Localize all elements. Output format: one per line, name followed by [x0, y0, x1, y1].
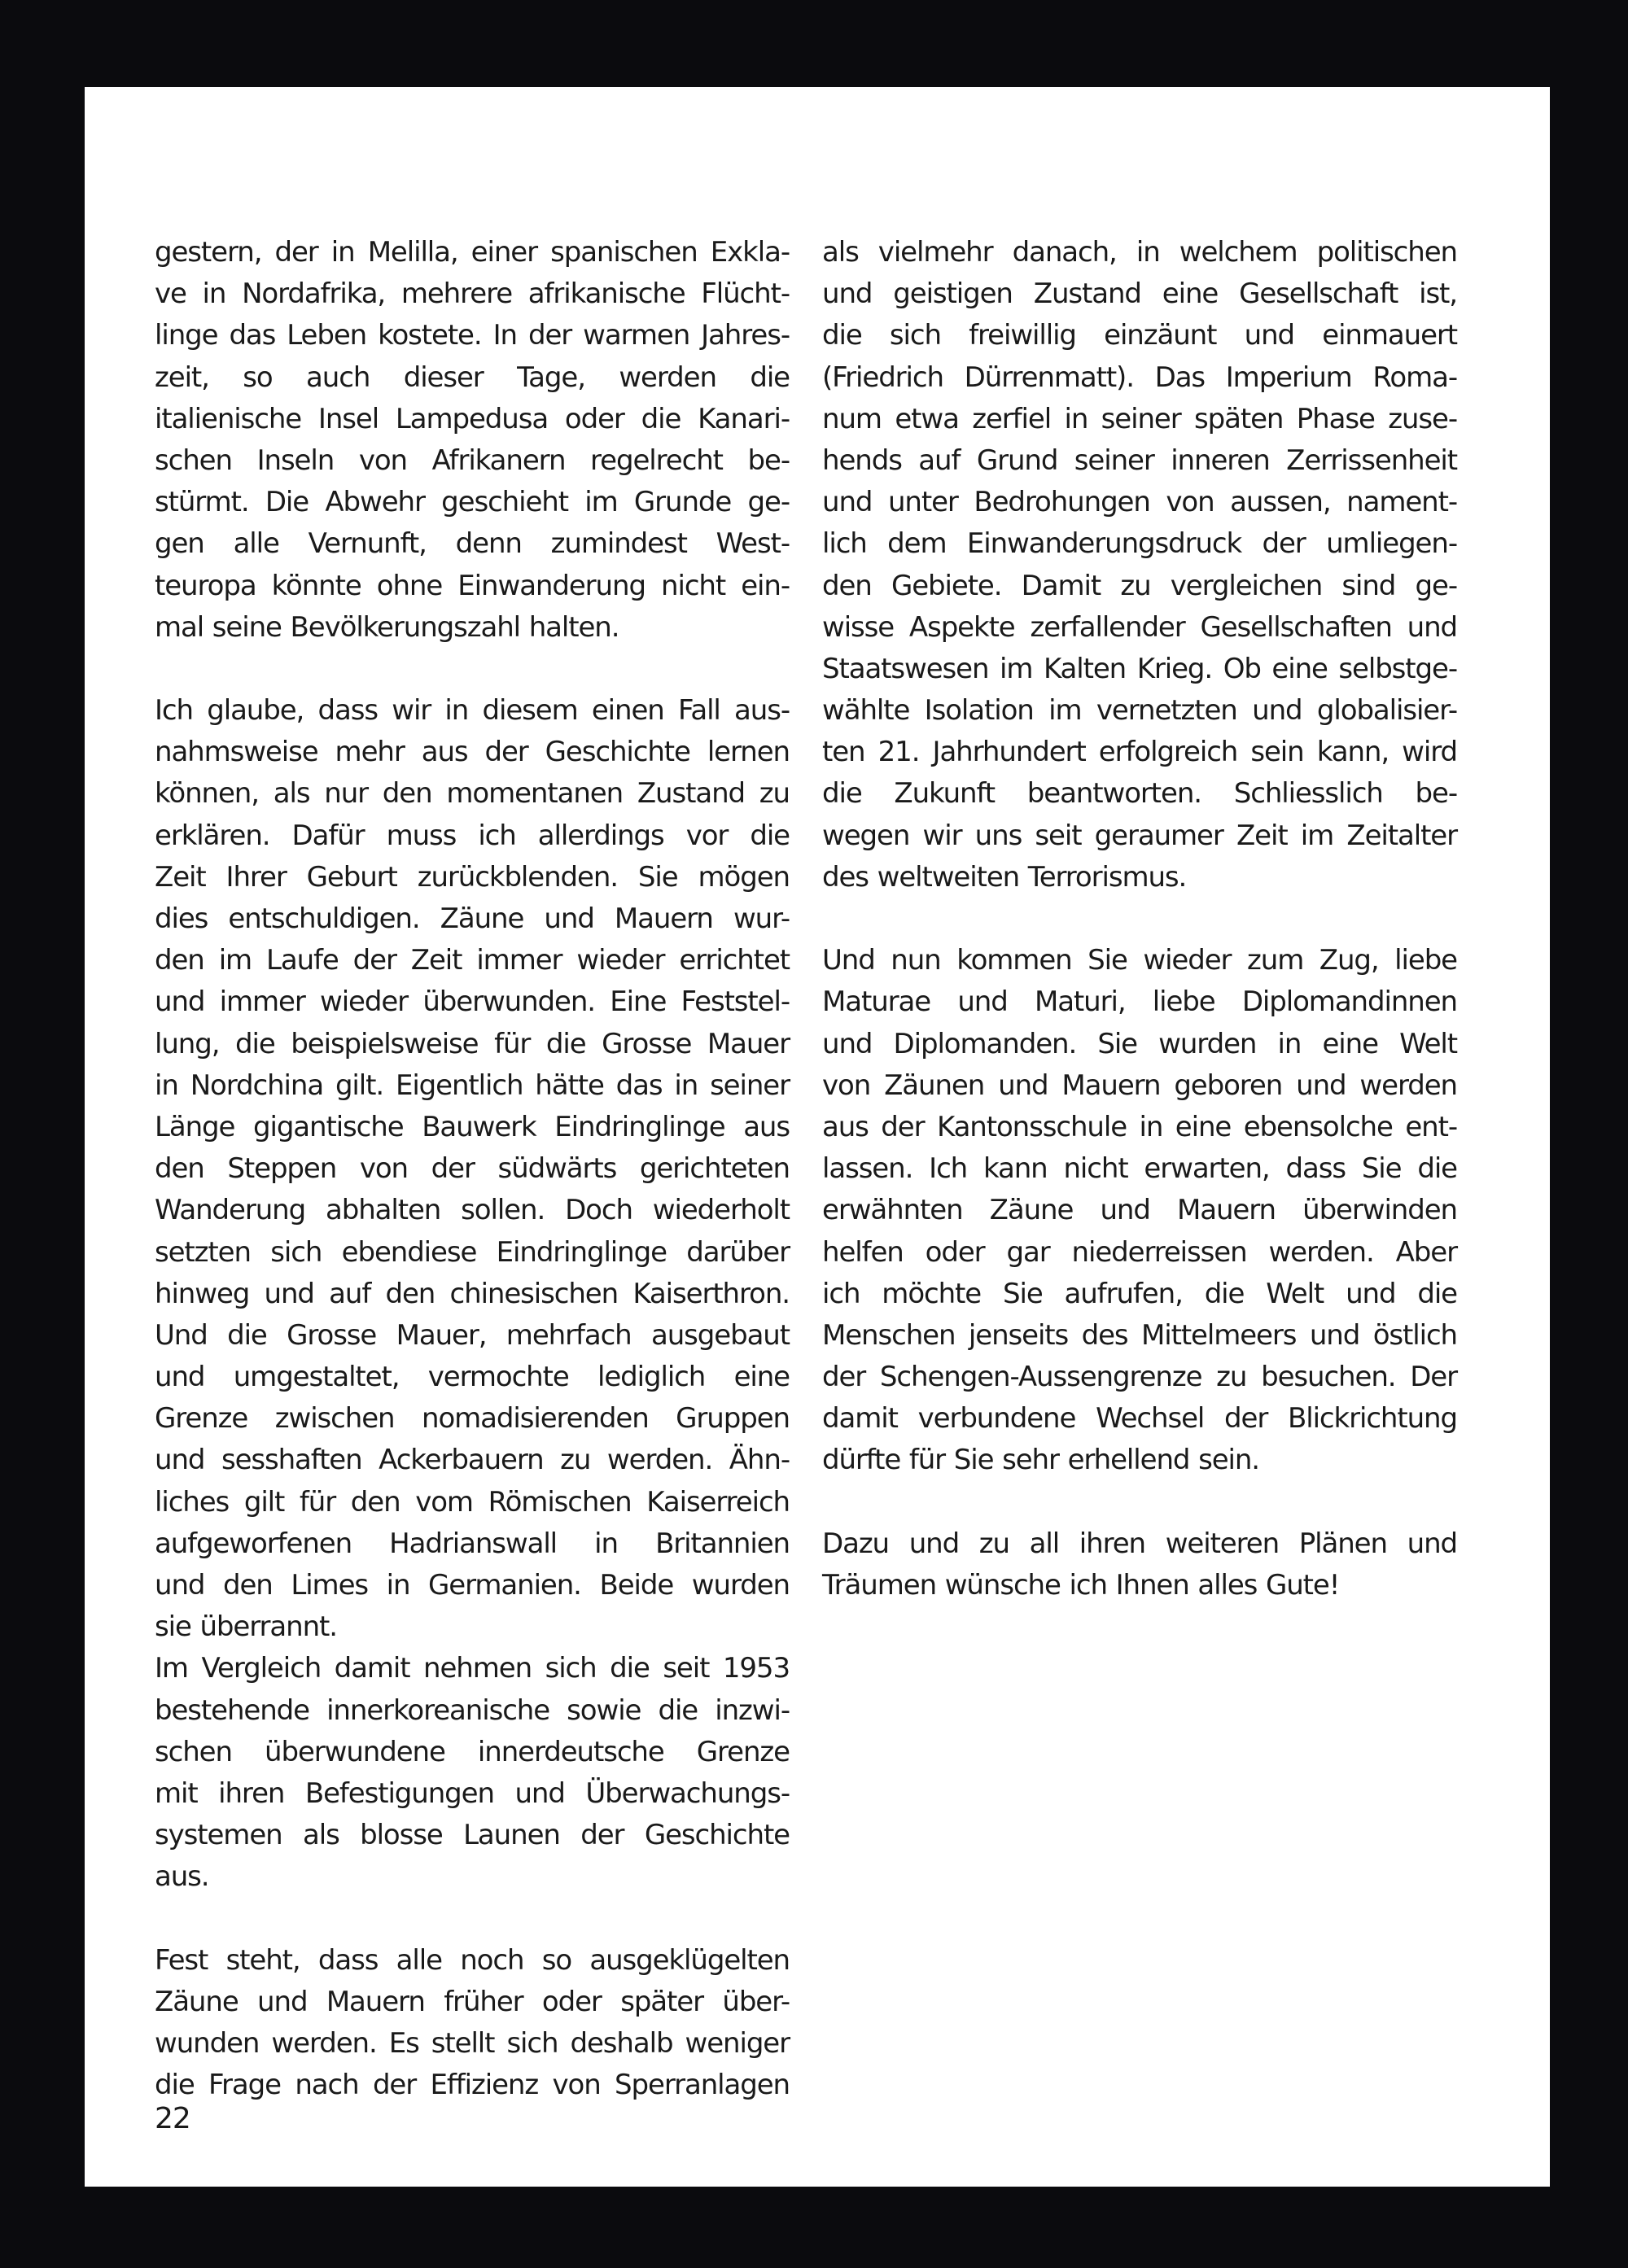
text-line: mit ihren Befestigungen und Überwachungs- — [155, 1776, 790, 1810]
text-line: linge das Leben kostete. In der warmen Jahres- — [155, 319, 790, 352]
text-line: Maturae und Maturi, liebe Diplomandinnen — [822, 985, 1457, 1019]
right-column — [822, 232, 1457, 1606]
paragraph — [155, 1648, 790, 1898]
text-line: aufgeworfenen Hadrianswall in Britannien — [155, 1527, 790, 1560]
text-line: und sesshaften Ackerbauern zu werden. Ähn- — [155, 1444, 790, 1477]
text-line: Und nun kommen Sie wieder zum Zug, liebe — [822, 944, 1457, 977]
text-line: damit verbundene Wechsel der Blickrichtung — [822, 1402, 1457, 1436]
text-line: des weltweiten Terrorismus. — [822, 860, 1187, 894]
text-line: lassen. Ich kann nicht erwarten, dass Sie die — [822, 1152, 1457, 1186]
paragraph-gap — [822, 898, 1457, 940]
text-line: den Steppen von der südwärts gerichteten — [155, 1152, 790, 1186]
text-line: aus. — [155, 1860, 209, 1894]
text-line: Ich glaube, dass wir in diesem einen Fall aus- — [155, 694, 790, 728]
text-line: Wanderung abhalten sollen. Doch wiederholt — [155, 1194, 790, 1227]
paragraph — [155, 232, 790, 649]
text-line: dürfte für Sie sehr erhellend sein. — [822, 1444, 1260, 1477]
text-line: sie überrannt. — [155, 1610, 337, 1644]
text-line: erklären. Dafür muss ich allerdings vor die — [155, 819, 790, 852]
text-line: helfen oder gar niederreissen werden. Aber — [822, 1235, 1457, 1269]
page-number: 22 — [155, 2102, 190, 2135]
text-line: und den Limes in Germanien. Beide wurden — [155, 1569, 790, 1602]
text-line: der Schengen-Aussengrenze zu besuchen. Der — [822, 1361, 1457, 1394]
text-line: mal seine Bevölkerungszahl halten. — [155, 610, 619, 644]
text-line: die Zukunft beantworten. Schliesslich be- — [822, 777, 1457, 811]
text-line: und umgestaltet, vermochte lediglich eine — [155, 1361, 790, 1394]
text-line: teuropa könnte ohne Einwanderung nicht ein- — [155, 569, 790, 602]
text-line: erwähnten Zäune und Mauern überwinden — [822, 1194, 1457, 1227]
text-line: num etwa zerfiel in seiner späten Phase zuse- — [822, 402, 1457, 435]
text-line: und immer wieder überwunden. Eine Feststel- — [155, 985, 790, 1019]
paragraph — [822, 232, 1457, 898]
text-line: schen Inseln von Afrikanern regelrecht be- — [155, 444, 790, 477]
paragraph-gap — [822, 1482, 1457, 1523]
paragraph — [155, 1940, 790, 2107]
text-line: hinweg und auf den chinesischen Kaiserthron. — [155, 1277, 790, 1310]
text-line: den Gebiete. Damit zu vergleichen sind ge- — [822, 569, 1457, 602]
text-line: den im Laufe der Zeit immer wieder errichtet — [155, 944, 790, 977]
text-line: Staatswesen im Kalten Krieg. Ob eine selbstge- — [822, 652, 1457, 685]
text-line: (Friedrich Dürrenmatt). Das Imperium Roma- — [822, 361, 1457, 394]
paragraph — [155, 690, 790, 1648]
text-line: wunden werden. Es stellt sich deshalb weniger — [155, 2027, 790, 2060]
text-line: systemen als blosse Launen der Geschichte — [155, 1819, 790, 1852]
text-line: italienische Insel Lampedusa oder die Kanari- — [155, 402, 790, 435]
text-line: lich dem Einwanderungsdruck der umliegen- — [822, 527, 1457, 561]
text-line: ich möchte Sie aufrufen, die Welt und die — [822, 1277, 1457, 1310]
text-line: wegen wir uns seit geraumer Zeit im Zeitalter — [822, 819, 1457, 852]
left-column — [155, 232, 790, 2106]
text-line: die sich freiwillig einzäunt und einmauert — [822, 319, 1457, 352]
text-line: als vielmehr danach, in welchem politischen — [822, 236, 1457, 269]
paragraph — [822, 940, 1457, 1481]
text-line: Fest steht, dass alle noch so ausgeklügelten — [155, 1943, 790, 1977]
text-line: Zeit Ihrer Geburt zurückblenden. Sie mögen — [155, 860, 790, 894]
text-line: dies entschuldigen. Zäune und Mauern wur- — [155, 902, 790, 935]
text-line: setzten sich ebendiese Eindringlinge darüber — [155, 1235, 790, 1269]
paragraph-gap — [155, 1899, 790, 1940]
text-line: gen alle Vernunft, denn zumindest West- — [155, 527, 790, 561]
text-line: in Nordchina gilt. Eigentlich hätte das in seiner — [155, 1068, 790, 1102]
text-line: stürmt. Die Abwehr geschieht im Grunde ge- — [155, 486, 790, 519]
text-line: zeit, so auch dieser Tage, werden die — [155, 361, 790, 394]
text-line: aus der Kantonsschule in eine ebensolche ent- — [822, 1110, 1457, 1143]
text-line: lung, die beispielsweise für die Grosse Mauer — [155, 1027, 790, 1060]
text-line: bestehende innerkoreanische sowie die inzwi- — [155, 1693, 790, 1727]
text-line: schen überwundene innerdeutsche Grenze — [155, 1735, 790, 1768]
text-line: Grenze zwischen nomadisierenden Gruppen — [155, 1402, 790, 1436]
paragraph — [822, 1523, 1457, 1606]
text-line: Und die Grosse Mauer, mehrfach ausgebaut — [155, 1318, 790, 1352]
text-line: und unter Bedrohungen von aussen, nament- — [822, 486, 1457, 519]
text-line: können, als nur den momentanen Zustand zu — [155, 777, 790, 811]
text-line: nahmsweise mehr aus der Geschichte lernen — [155, 736, 790, 769]
text-line: Dazu und zu all ihren weiteren Plänen und — [822, 1527, 1457, 1560]
text-line: gestern, der in Melilla, einer spanischen Exkla- — [155, 236, 790, 269]
text-line: ten 21. Jahrhundert erfolgreich sein kann, wird — [822, 736, 1457, 769]
text-line: hends auf Grund seiner inneren Zerrissenheit — [822, 444, 1457, 477]
text-line: Länge gigantische Bauwerk Eindringlinge aus — [155, 1110, 790, 1143]
paragraph-gap — [155, 649, 790, 690]
text-line: wählte Isolation im vernetzten und globalisier- — [822, 694, 1457, 728]
text-line: von Zäunen und Mauern geboren und werden — [822, 1068, 1457, 1102]
text-line: Träumen wünsche ich Ihnen alles Gute! — [822, 1569, 1340, 1602]
text-line: liches gilt für den vom Römischen Kaiserreich — [155, 1485, 790, 1519]
text-line: Menschen jenseits des Mittelmeers und östlich — [822, 1318, 1457, 1352]
text-line: und Diplomanden. Sie wurden in eine Welt — [822, 1027, 1457, 1060]
text-line: wisse Aspekte zerfallender Gesellschaften und — [822, 610, 1457, 644]
document-page — [85, 87, 1550, 2187]
text-line: und geistigen Zustand eine Gesellschaft ist, — [822, 277, 1457, 311]
text-line: Im Vergleich damit nehmen sich die seit 1953 — [155, 1652, 790, 1685]
text-line: die Frage nach der Effizienz von Sperranlagen — [155, 2069, 790, 2102]
text-line: Zäune und Mauern früher oder später über- — [155, 1985, 790, 2018]
text-line: ve in Nordafrika, mehrere afrikanische Flücht- — [155, 277, 790, 311]
